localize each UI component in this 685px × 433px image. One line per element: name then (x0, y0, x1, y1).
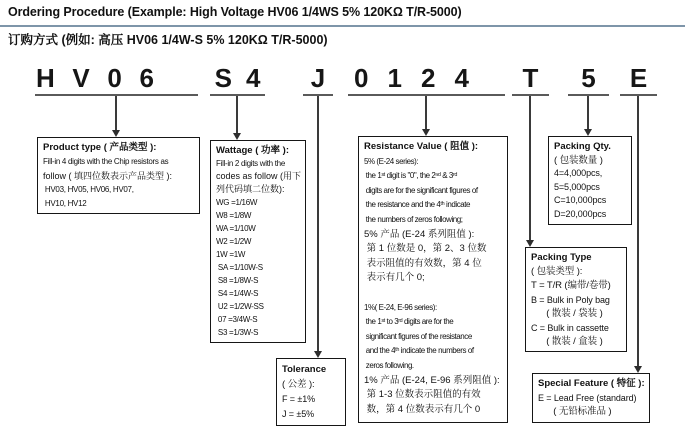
header-divider (0, 25, 685, 27)
box-line: digits are for the significant figures of (364, 185, 478, 195)
box-line: 第 1-3 位数表示阻值的有效 (364, 389, 481, 401)
special-feature-box (532, 373, 650, 423)
box-line: Fill-in 4 digits with the Chip resistors as (43, 157, 169, 166)
box-line: SA =1/10W-S (216, 263, 263, 272)
box-line: C = Bulk in cassette (531, 323, 609, 333)
tolerance-box (276, 358, 346, 426)
arrow-to-packing-qty-icon (587, 96, 589, 129)
box-line (364, 286, 502, 301)
box-line: W8 =1/8W (216, 211, 252, 220)
code-char: J (310, 63, 326, 93)
resistance-value-box-lines (364, 155, 502, 418)
code-char: 0 (107, 63, 122, 93)
arrow-to-product-type-icon (115, 96, 117, 130)
wattage-box-lines (216, 157, 300, 339)
box-line: the resistance and the 4ᵗʰ indicate (364, 200, 471, 210)
code-char: T (522, 63, 539, 93)
page-title-cn: 订购方式 (例如: 高压 HV06 1/4W-S 5% 120KΩ T/R-5000) (8, 33, 328, 47)
box-line: the 1ˢᵗ to 3ʳᵈ digits are for the (364, 317, 454, 327)
tolerance-box-title: Tolerance (282, 364, 327, 375)
box-line: significant figures of the resistance (364, 331, 472, 341)
box-line: 5=5,000pcs (554, 181, 600, 192)
box-line: and the 4ᵗʰ indicate the numbers of (364, 346, 474, 356)
wattage-box (210, 140, 306, 343)
tolerance-box-lines (282, 377, 340, 422)
packing-qty-box-title: Packing Qty. (554, 141, 611, 152)
code-char: 4 (454, 63, 469, 93)
arrow-to-tolerance-icon (317, 96, 319, 351)
code-char: 0 (354, 63, 369, 93)
code-char: V (72, 63, 90, 93)
code-char: 4 (245, 63, 261, 93)
arrow-to-wattage-icon (236, 96, 238, 133)
box-line: 表示有几个 0; (364, 272, 425, 284)
code-group-resistance-value (348, 58, 505, 96)
page-title-en: Ordering Procedure (Example: High Voltage HV06 1/4WS 5% 120KΩ T/R-5000) (8, 5, 462, 19)
code-char: S (214, 63, 232, 93)
box-line: 第 1 位数是 0，第 2、3 位数 (364, 243, 487, 255)
box-line: WG =1/16W (216, 198, 258, 207)
packing-qty-box-lines (554, 154, 626, 222)
box-line: ( 包装数量 ) (554, 154, 603, 166)
arrow-to-packing-type-icon (529, 96, 531, 240)
box-line: ( 散装 / 盒装 ) (531, 336, 603, 347)
special-feature-box-lines (538, 391, 644, 419)
box-line: B = Bulk in Poly bag (531, 295, 610, 305)
box-line: J = ±5% (282, 409, 315, 419)
box-line: 1%( E-24, E-96 series): (364, 302, 437, 312)
code-char: 6 (139, 63, 154, 93)
code-group-product-type (35, 58, 198, 96)
resistance-value-box (358, 136, 508, 423)
code-group-packing-type (512, 58, 549, 96)
box-line: 07 =3/4W-S (216, 315, 258, 324)
box-line: S3 =1/3W-S (216, 328, 259, 337)
code-group-tolerance (303, 58, 333, 96)
code-char: E (629, 63, 648, 93)
box-line: the 1ˢᵗ digit is "0", the 2ⁿᵈ & 3ʳᵈ (364, 171, 457, 181)
special-feature-box-title: Special Feature ( 特征 ): (538, 378, 645, 389)
product-type-box-lines (43, 155, 194, 211)
box-line: S4 =1/4W-S (216, 289, 259, 298)
wattage-box-title: Wattage ( 功率 ): (216, 145, 290, 156)
code-char: 2 (421, 63, 436, 93)
box-line: D=20,000pcs (554, 208, 607, 219)
packing-type-box-title: Packing Type (531, 252, 592, 263)
box-line: zeros following. (364, 360, 414, 370)
code-char: 5 (581, 63, 596, 93)
box-line: ( 散装 / 袋装 ) (531, 308, 603, 319)
box-line: S8 =1/8W-S (216, 276, 259, 285)
code-char: H (36, 63, 55, 93)
packing-qty-box (548, 136, 632, 225)
box-line: E = Lead Free (standard) (538, 393, 637, 403)
code-group-packing-qty (568, 58, 609, 96)
box-line: C=10,000pcs (554, 195, 607, 205)
box-line: HV03, HV05, HV06, HV07, (43, 185, 134, 194)
box-line: 数，第 4 位数表示有几个 0 (364, 403, 481, 415)
box-line: 表示阻值的有效数，第 4 位 (364, 257, 482, 269)
box-line: 列代码填二位数): (216, 184, 285, 194)
box-line: ( 包装类型 ): (531, 266, 583, 277)
code-group-wattage (210, 58, 265, 96)
box-line: U2 =1/2W-SS (216, 302, 264, 311)
product-type-box (37, 137, 200, 214)
box-line: T = T/R (编带/卷带) (531, 280, 611, 291)
code-char: 1 (387, 63, 402, 93)
packing-type-box-lines (531, 265, 621, 349)
box-line: F = ±1% (282, 394, 316, 404)
box-line: W2 =1/2W (216, 237, 252, 246)
box-line: the numbers of zeros following; (364, 214, 463, 224)
box-line: Fill-in 2 digits with the (216, 159, 285, 168)
box-line: HV10, HV12 (43, 199, 87, 208)
product-type-box-title: Product type ( 产品类型 ): (43, 142, 157, 153)
box-line: 1% 产品 (E-24, E-96 系列阻值 ): (364, 374, 500, 386)
box-line: 5% 产品 (E-24 系列阻值 ): (364, 228, 475, 240)
box-line: 5% (E-24 series): (364, 156, 419, 166)
packing-type-box (525, 247, 627, 352)
box-line: 1W =1W (216, 250, 246, 259)
resistance-value-box-title: Resistance Value ( 阻值 ): (364, 141, 479, 152)
box-line: ( 公差 ): (282, 379, 315, 390)
box-line: ( 无铅标准品 ) (538, 406, 612, 417)
box-line: follow ( 填四位数表示产品类型 ): (43, 171, 173, 181)
arrow-to-special-feature-icon (637, 96, 639, 366)
box-line: WA =1/10W (216, 224, 256, 233)
box-line: codes as follow (用下 (216, 171, 302, 181)
box-line: 4=4,000pcs, (554, 168, 603, 178)
code-group-special-feature (620, 58, 657, 96)
arrow-to-resistance-value-icon (425, 96, 427, 129)
